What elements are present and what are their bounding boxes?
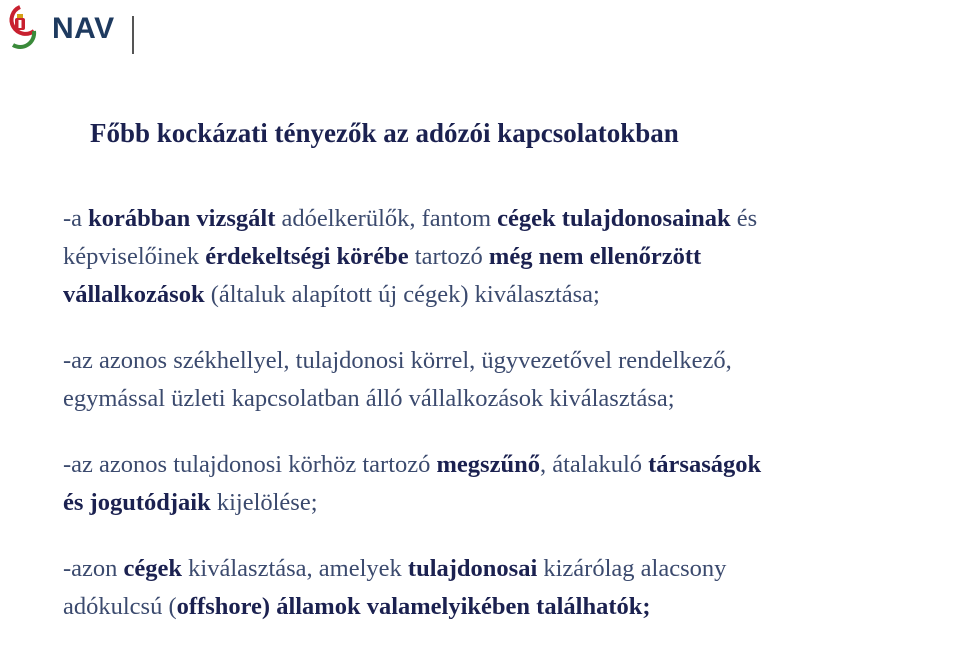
text-segment: tartozó (408, 243, 489, 270)
text-segment: -az azonos tulajdonosi körhöz tartozó (63, 451, 437, 478)
risk-factor-paragraph (63, 200, 958, 314)
text-segment: kizárólag alacsony (537, 555, 727, 582)
text-segment: képviselőinek (63, 243, 206, 270)
emphasized-text: cégek (123, 555, 183, 582)
nav-emblem-icon (3, 4, 37, 56)
emphasized-text: érdekeltségi körébe (205, 243, 409, 270)
logo-divider (132, 16, 134, 54)
text-segment: egymással üzleti kapcsolatban álló vállalkozások kiválasztása; (63, 385, 675, 412)
paragraph-line (63, 380, 958, 418)
paragraph-line (63, 588, 958, 626)
text-segment: kiválasztása, amelyek (182, 555, 408, 582)
text-segment: , átalakuló (539, 451, 649, 478)
text-segment: kijelölése; (210, 489, 318, 516)
risk-factor-paragraph (63, 550, 958, 626)
paragraph-line (63, 484, 958, 522)
emphasized-text: vállalkozások (63, 281, 205, 308)
text-segment: és (730, 205, 758, 232)
text-segment: -azon (63, 555, 124, 582)
emphasized-text: tulajdonosai (407, 555, 538, 582)
text-segment: -a (63, 205, 89, 232)
risk-factor-paragraph (63, 342, 958, 418)
text-segment: (általuk alapított új cégek) kiválasztása; (204, 281, 600, 308)
content-body (63, 200, 958, 626)
nav-logo-text: NAV (52, 12, 115, 45)
page-title: Főbb kockázati tényezők az adózói kapcsolatokban (90, 118, 679, 148)
emphasized-text: még nem ellenőrzött (488, 243, 702, 270)
text-segment: -az azonos székhellyel, tulajdonosi körrel, ügyvezetővel rendelkező, (63, 347, 732, 374)
emphasized-text: offshore) államok valamelyikében találhatók; (176, 593, 651, 620)
text-segment: adókulcsú ( (63, 593, 177, 620)
emphasized-text: megszűnő (436, 451, 540, 478)
paragraph-line (63, 200, 958, 238)
paragraph-line (63, 276, 958, 314)
paragraph-line (63, 238, 958, 276)
emphasized-text: és jogutódjaik (63, 489, 211, 516)
emphasized-text: cégek tulajdonosainak (497, 205, 731, 232)
emphasized-text: társaságok (648, 451, 762, 478)
risk-factor-paragraph (63, 446, 958, 522)
header (0, 0, 960, 70)
text-segment: adóelkerülők, fantom (275, 205, 498, 232)
paragraph-line (63, 342, 958, 380)
paragraph-line (63, 550, 958, 588)
paragraph-line (63, 446, 958, 484)
emphasized-text: korábban vizsgált (88, 205, 276, 232)
